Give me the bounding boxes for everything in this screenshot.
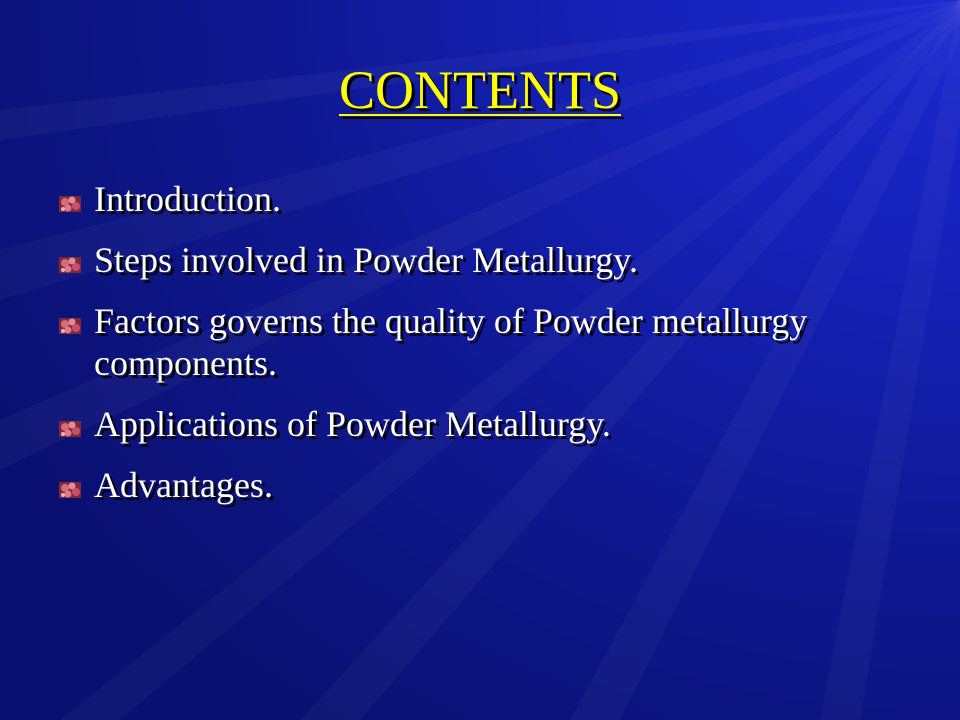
list-item [58, 178, 918, 220]
list-item-text: Applications of Powder Metallurgy. [94, 404, 611, 444]
list-item [58, 403, 918, 445]
list-item [58, 300, 918, 384]
slide-title: CONTENTS [339, 60, 621, 120]
flower-bullet-icon [58, 255, 84, 275]
list-item-text: Steps involved in Powder Metallurgy. [94, 240, 638, 280]
flower-bullet-icon [58, 194, 84, 214]
flower-bullet-icon [58, 419, 84, 439]
list-item [58, 464, 918, 506]
list-item [58, 239, 918, 281]
flower-bullet-icon [58, 480, 84, 500]
flower-bullet-icon [58, 316, 84, 336]
list-item-text: Advantages. [94, 465, 273, 505]
list-item-text: Factors governs the quality of Powder metallurgy components. [94, 301, 808, 383]
list-item-text: Introduction. [94, 179, 281, 219]
contents-list [58, 178, 918, 525]
